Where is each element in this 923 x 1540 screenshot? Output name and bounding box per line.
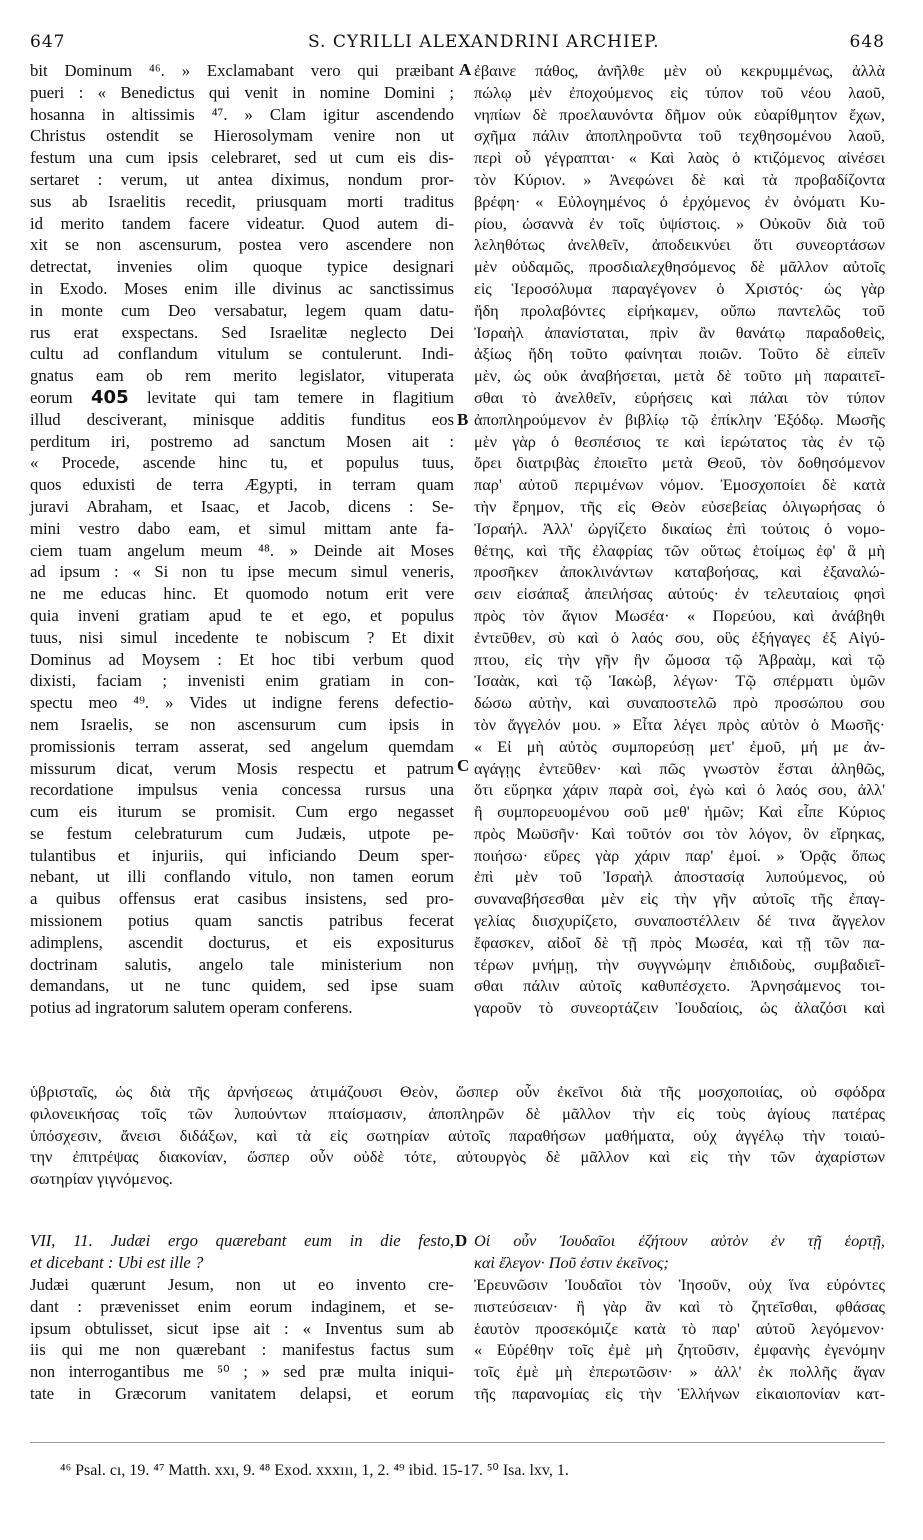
text-line: gnatus eam ob rem merito legislator, vituperata: [30, 366, 454, 386]
text-line: cum eis iturum se promisit. Cum ergo negasset: [30, 802, 454, 822]
text-line: πτου, εἰς τὴν γῆν ἣν ὤμοσα τῷ Ἀβραὰμ, καὶ τῷ: [474, 649, 885, 669]
text-line: την ἐπιτρέψας διακονίαν, ὥσπερ οὖν οὐδὲ τότε, αὐτουργὸς δὲ μᾶλλον καὶ εἰς τὴν τῶν ἀχαρίστων: [30, 1147, 885, 1167]
text-line: δώσω αὐτὴν, καὶ συναποστελῶ πρὸ προσώπου σου: [474, 693, 885, 713]
greek-full-width: [30, 1081, 885, 1190]
text-line: dixisti, faciam ; invenisti enim gratiam in con-: [30, 671, 454, 691]
text-line: juravi Abraham, et Isaac, et Jacob, dicens : Se-: [30, 496, 454, 516]
text-fragment: levitate qui tam temere in flagitium: [128, 387, 454, 407]
text-line: VII, 11. Judæi ergo quærebant eum in die festo,: [30, 1231, 454, 1250]
text-line: Ἰσραήλ. Ἀλλ' ὠργίζετο δικαίως ἐπὶ τούτοις ὁ νομο-: [474, 518, 885, 538]
text-line: recordatione impulsus venia concessa rursus una: [30, 780, 454, 800]
text-line: σωτηρίαν γιγνόμενος.: [30, 1169, 173, 1189]
text-line: Οἱ οὖν Ἰουδαῖοι ἐζήτουν αὐτὸν ἐν τῇ ἑορτῇ,: [474, 1231, 885, 1250]
text-line: festum una cum ipsis celebraret, sed ut cum eis dis-: [30, 148, 454, 168]
text-line: bit Dominum ⁴⁶. » Exclamabant vero qui præibant: [30, 61, 454, 80]
column-number: 405: [91, 386, 129, 408]
greek-lemma: [474, 1230, 885, 1274]
text-line: tulantibus et injuriis, qui inficiando Deum sper-: [30, 845, 454, 865]
text-line: id merito tandem facere videatur. Quod autem di-: [30, 213, 454, 233]
text-line: τὴν ἔρημον, τῆς εἰς Θεὸν εὐσεβείας ὀλιγωρήσας ὁ: [474, 496, 885, 516]
page-number-right: 648: [849, 32, 885, 52]
text-line: et dicebant : Ubi est ille ?: [30, 1252, 204, 1272]
text-line: λεληθότως ἀνελθεῖν, ἀποδεικνύει ὅτι συνεορτάσων: [474, 235, 885, 255]
text-line: πρὸς τὸν ἅγιον Μωσέα· « Πορεύου, καὶ ἀνάβηθι: [474, 605, 885, 625]
footnotes: ⁴⁶ Psal. cı, 19. ⁴⁷ Matth. xxı, 9. ⁴⁸ Exod. xxxııı, 1, 2. ⁴⁹ ibid. 15-17. ⁵⁰ Isa. lxv, 1.: [60, 1462, 569, 1479]
text-line: βρέφη· « Εὐλογημένος ὁ ἐρχόμενος ἐν ὀνόματι Κυ-: [474, 191, 885, 211]
text-line: περὶ οὗ γέγραπται· « Καὶ λαὸς ὁ κτιζόμενος αἰνέσει: [474, 148, 885, 168]
text-line: τέρων μνήμῃ, τὴν συγγνώμην ἐπιδιδοὺς, συμβαδιεῖ-: [474, 954, 885, 974]
text-line: παρ' αὐτοῦ περιμένων νόμον. Ἐμοσχοποίει δὲ κατὰ: [474, 475, 885, 495]
text-line: σθαι τὸ ἀνελθεῖν, εὑρήσεις καὶ πάλαι τὸν τύπον: [474, 387, 885, 407]
text-line: Ἐρευνῶσιν Ἰουδαῖοι τὸν Ἰησοῦν, οὐχ ἵνα εὑρόντες: [474, 1275, 885, 1294]
text-line: ἢ συμπορευομένου σοῦ μεθ' ἡμῶν; Καὶ εἶπε Κύριος: [474, 802, 885, 822]
text-line: non interrogantibus me ⁵⁰ ; » sed præ multa iniqui-: [30, 1362, 454, 1382]
text-line: μὲν οὐδαμῶς, προσδιαλεχθησόμενος δὲ μᾶλλον αὐτοῖς: [474, 257, 885, 277]
text-line: sus ab Israelitis recedit, priusquam morti traditus: [30, 191, 454, 211]
text-line: μὲν γὰρ ὁ θεσπέσιος τε καὶ ἱερώτατος τὰς ἐν τῷ: [474, 431, 885, 451]
text-line: in monte cum Deo versabatur, legem quam datu-: [30, 300, 454, 320]
text-line: πώλῳ μὲν ἐποχούμενος εἰς τύπον τοῦ νέου λαοῦ,: [474, 82, 885, 102]
text-line: ipsum obtulisset, sicut ipse ait : « Inventus sum ab: [30, 1318, 454, 1338]
text-line: ἐπὶ μὲν τοῦ Ἰσραὴλ ἀποστασίᾳ λυπούμενος, οὐ: [474, 867, 885, 887]
text-line: demandans, ut ne tunc quidem, sed ipse suam: [30, 976, 454, 996]
text-line: Judæi quærunt Jesum, non ut eo invento cre-: [30, 1275, 454, 1294]
text-line: dant : prævenisset enim eorum indaginem, et se-: [30, 1296, 454, 1316]
text-line: τοῖς ἐμὲ μὴ ἐπερωτῶσιν· » ἀλλ' ἐκ πολλῆς ἄγαν: [474, 1362, 885, 1382]
greek-column-bottom: [474, 1274, 885, 1405]
text-line: μὲν, ὡς οὐκ ἀναβήσεται, μετὰ δὲ τοῦτο μὴ παραιτεῖ-: [474, 366, 885, 386]
page-header: [30, 32, 885, 54]
text-line: ἐβαινε πάθος, ἀνῆλθε μὲν οὐ κεκρυμμένως, ἀλλὰ: [474, 61, 885, 80]
text-line: missurum dicat, verum Mosis respectu et patrum: [30, 758, 454, 778]
text-line: ad ipsum : « Si non tu ipse mecum simul veneris,: [30, 562, 454, 582]
text-fragment: eorum: [30, 387, 92, 407]
text-line: « Εὑρέθην τοῖς ἐμὲ μὴ ζητοῦσιν, ἐμφανὴς ἐγενόμην: [474, 1340, 885, 1360]
text-line: εἰς Ἱεροσόλυμα παραγέγονεν ὁ Χριστός· ὡς γὰρ: [474, 278, 885, 298]
text-line: iis qui me non quærebant : manifestus factus sum: [30, 1340, 454, 1360]
text-line: ὅτι εὕρηκα χάριν παρὰ σοὶ, ἐγὼ καὶ ὁ λαός σου, ἀλλ': [474, 780, 885, 800]
text-line: promissionis terram asserat, sed angelum quemdam: [30, 736, 454, 756]
page-number-left: 647: [30, 32, 66, 52]
text-line: Ἰσραὴλ ἀπανίσταται, πρὶν ἂν θανάτῳ παραδοθεὶς,: [474, 322, 885, 342]
latin-column-top: [30, 60, 454, 1019]
text-line: tuus, nisi simul incedente te nobiscum ? Et dixit: [30, 627, 454, 647]
text-line: illud desciverant, minisque additis funditus eos: [30, 409, 454, 429]
text-line: detrectat, invenies olim quoque typice designari: [30, 257, 454, 277]
text-line: πρὸς Μωϋσῆν· Καὶ τοῦτόν σοι τὸν λόγον, ὃν εἴρηκας,: [474, 823, 885, 843]
text-line: quos eduxisti de terra Ægypti, in terram quam: [30, 475, 454, 495]
text-line: Christus ostendit se Hierosolymam venire non ut: [30, 126, 454, 146]
text-line: sertaret : verum, ut antea diximus, nondum pror-: [30, 169, 454, 189]
text-line: ὑβρισταῖς, ὡς διὰ τῆς ἀρνήσεως ἀτιμάζουσι Θεὸν, ὥσπερ οὖν ἐκεῖνοι διὰ τῆς μοσχοποιίας, οὐ σφόδρα: [30, 1082, 885, 1101]
text-line: nem Israelis, se non ascensurum cum ipsis in: [30, 714, 454, 734]
text-line: hosanna in altissimis ⁴⁷. » Clam igitur ascendendo: [30, 104, 454, 124]
text-line: συναναβήσεσθαι μὲν εἰς τὴν γῆν αὐτοῖς τῆς ἐπαγ-: [474, 889, 885, 909]
text-line: cultu ad conflandum vitulum se contulerunt. Indi-: [30, 344, 454, 364]
text-line: doctrinam salutis, angelo tale ministerium non: [30, 954, 454, 974]
text-line: in Exodo. Moses enim ille divinus ac sanctissimus: [30, 278, 454, 298]
text-line: προσῆκεν ἀποκλινάντων καταβοήσας, καὶ ἐξαναλώ-: [474, 562, 885, 582]
text-line: potius ad ingratorum salutem operam conferens.: [30, 998, 353, 1018]
text-line: ἑαυτὸν προσεκόμιζε κατὰ τὸ παρ' αὐτοῦ λεγόμενον·: [474, 1318, 885, 1338]
text-line: ἤδη προλαβόντες εἰρήκαμεν, οὔπω παντελῶς τοῦ: [474, 300, 885, 320]
margin-marker-d: D: [455, 1231, 468, 1250]
text-line: ὄρει διατριβὰς ἐποιεῖτο μετὰ Θεοῦ, τὸν δοθησόμενον: [474, 453, 885, 473]
text-line: xit se non ascensurum, postea vero ascendere non: [30, 235, 454, 255]
text-line: σθαι πάλιν αὐτοῖς καθυπέσχετο. Ἀρνησάμενος τοι-: [474, 976, 885, 996]
text-line: rus erat exspectans. Sed Israelitæ neglecto Dei: [30, 322, 454, 342]
text-line: ἀξίως ἤδη τοῦτο φαίνηται ποιῶν. Τοῦτο δὲ εἰπεῖν: [474, 344, 885, 364]
text-line: θέτης, καὶ τῆς ἐλαφρίας τῶν οὕτως ἑτοίμως ἐφ' ἃ μὴ: [474, 540, 885, 560]
text-line: πιστεύσειαν· ἢ γὰρ ἂν καὶ τὸ ζητεῖσθαι, φθάσας: [474, 1296, 885, 1316]
text-line: σχῆμα πάλιν ἀποπληροῦντα τοῦ τεχθησομένου λαοῦ,: [474, 126, 885, 146]
text-line: missionem potius quam sanctis patribus fecerat: [30, 911, 454, 931]
text-line: αγάγῃς ἐντεῦθεν· καὶ πῶς γνωστὸν ἔσται ἀληθῶς,: [474, 758, 885, 778]
text-line: ρίου, ὡσαννὰ ἐν τοῖς ὑψίστοις. » Οὐκοῦν διὰ τοῦ: [474, 213, 885, 233]
text-line: ἔφασκεν, αἰδοῖ δὲ τῇ πρὸς Μωσέα, καὶ τῇ τῶν πα-: [474, 932, 885, 952]
text-line: σειν εἰσάπαξ ἀπειλήσας αὐτούς· ἐν τελευταίοις φησὶ: [474, 584, 885, 604]
text-line: τῆς παρανομίας εἰς τὴν Ἑλλήνων εἰκαιοπονίαν κατ-: [474, 1383, 885, 1403]
text-line: pueri : « Benedictus qui venit in nomine Domini ;: [30, 82, 454, 102]
text-line: Ἰσαὰκ, καὶ τῷ Ἰακὼβ, λέγων· Τῷ σπέρματι ὑμῶν: [474, 671, 885, 691]
text-line: perditum iri, postremo ad sanctum Mosen ait :: [30, 431, 454, 451]
text-line: ἀποπληρούμενον ἐν βιβλίῳ τῷ ἐπίκλην Ἐξόδῳ. Μωσῆς: [474, 409, 885, 429]
margin-marker-b: B: [457, 410, 469, 429]
text-line: τὸν ἄγγελόν μου. » Εἶτα λέγει πρὸς αὐτὸν ὁ Μωσῆς·: [474, 714, 885, 734]
text-line: ciem tuam angelum meum ⁴⁸. » Deinde ait Moses: [30, 540, 454, 560]
text-line: « Εἰ μὴ αὐτὸς συμπορεύσῃ μετ' ἐμοῦ, μή με ἀν-: [474, 736, 885, 756]
running-title: S. CYRILLI ALEXANDRINI ARCHIEP.: [308, 32, 660, 52]
text-line: ὑπόσχεσιν, ἄνεισι διδάξων, καὶ τὰ εἰς σωτηρίαν αὐτοῖς παραθήσων μαθήματα, οὐχ ἀγγέλῳ τὴν τοιαύ-: [30, 1125, 885, 1145]
text-line: « Procede, ascende hinc tu, et populus tuus,: [30, 453, 454, 473]
text-line: Dominus ad Moysem : Et hoc tibi verbum quod: [30, 649, 454, 669]
text-line: spectu meo ⁴⁹. » Vides ut indigne ferens defectio-: [30, 693, 454, 713]
margin-marker-a: A: [459, 60, 472, 79]
footnote-rule: [30, 1442, 885, 1443]
latin-lemma: [30, 1230, 454, 1274]
text-line: ne me educas hinc. Et quomodo notum erit vere: [30, 584, 454, 604]
text-line: φιλονεικήσας τοῖς τῶν λυπούντων πταίσμασιν, ἀποπληρῶν δὲ μᾶλλον τὴν εἰς τοὺς ἁγίους πατέρας: [30, 1103, 885, 1123]
text-line: ἐντεῦθεν, σὺ καὶ ὁ λαός σου, οὓς ἐξήγαγες ἐξ Αἰγύ-: [474, 627, 885, 647]
text-line: γαροῦν τὸ συνεορτάζειν Ἰουδαίοις, ὡς ἀλαζόσι καὶ: [474, 998, 885, 1018]
text-line: a quibus offensus erat casibus insistens, sed pro-: [30, 889, 454, 909]
text-line: νηπίων δὲ προελαυνόντα δῆμον οὐκ εὐαρίθμητον ἔχων,: [474, 104, 885, 124]
margin-marker-c: C: [457, 756, 470, 775]
text-line: nebant, ut illi conflando vitulo, non tamen eorum: [30, 867, 454, 887]
text-line: [30, 387, 454, 409]
text-line: se festum celebraturum cum Judæis, utpote pe-: [30, 823, 454, 843]
latin-column-bottom: [30, 1274, 454, 1405]
text-line: adimplens, ascendit docturus, et eis expositurus: [30, 932, 454, 952]
text-line: tate in Græcorum vanitatem delapsi, et eorum: [30, 1383, 454, 1403]
text-line: quia inveni gratiam apud te et ego, et populus: [30, 605, 454, 625]
text-line: mini vestro dabo eam, et simul mittam ante fa-: [30, 518, 454, 538]
text-line: γελίας διισχυρίζετο, συναποστέλλειν δέ τινα ἄγγελον: [474, 911, 885, 931]
text-line: καὶ ἔλεγον· Ποῦ ἐστιν ἐκεῖνος;: [474, 1252, 669, 1272]
text-line: τὸν Κύριον. » Ἀνεφώνει δὲ καὶ τὰ προβαδίζοντα: [474, 169, 885, 189]
greek-column-top: [474, 60, 885, 1019]
text-line: ποιήσω· εὕρες γὰρ χάριν παρ' ἐμοί. » Ὁρᾷς ὅπως: [474, 845, 885, 865]
